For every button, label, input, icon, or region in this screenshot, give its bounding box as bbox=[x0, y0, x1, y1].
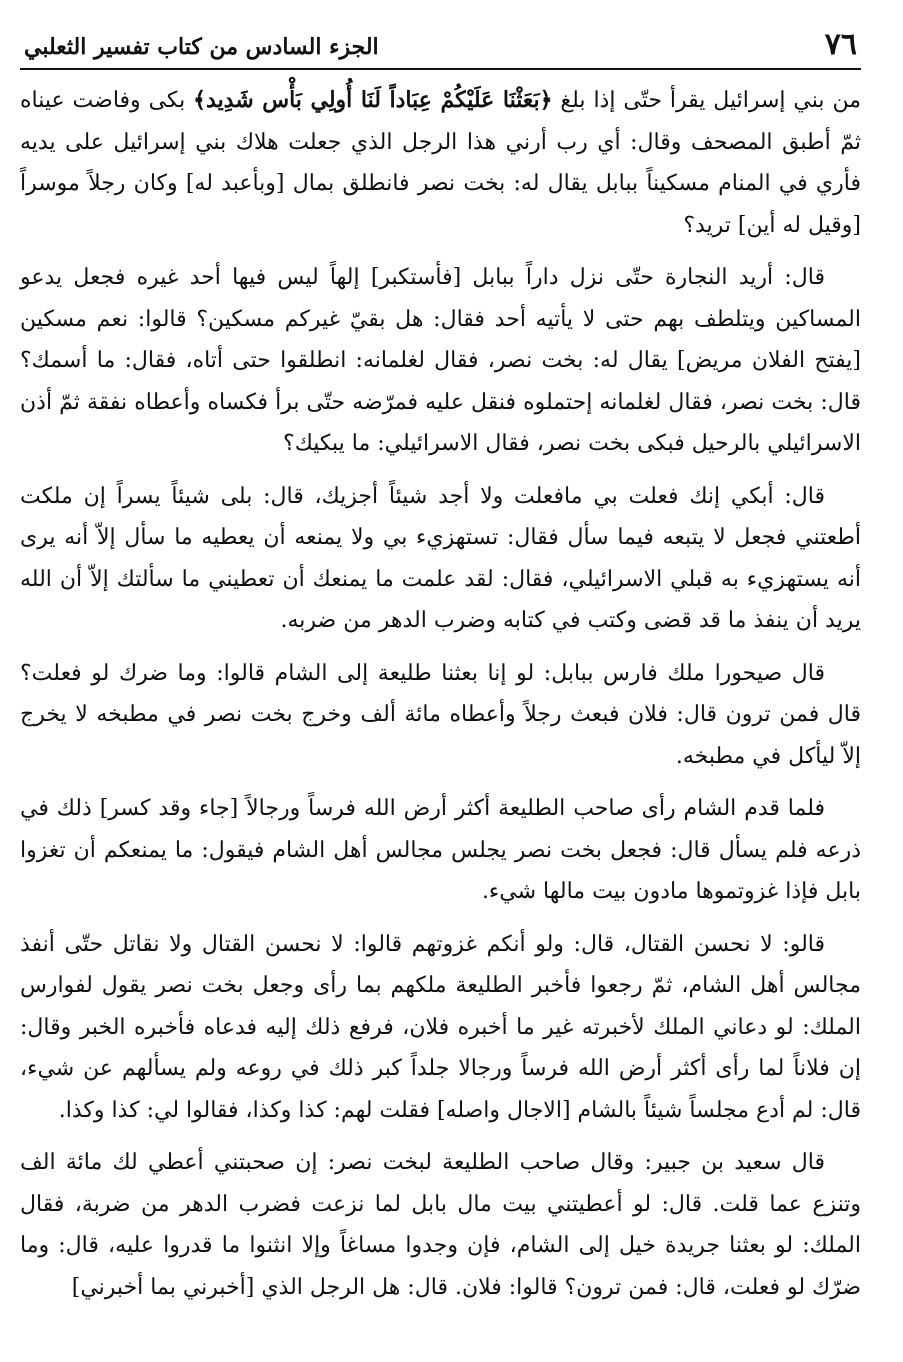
paragraph: قال صيحورا ملك فارس ببابل: لو إنا بعثنا طليعة إلى الشام قالوا: وما ضرك لو فعلت؟ قال فمن ترون قال: فلان فبعث رجلاً وأعطاه مائة ألف وخرج بخت نصر في مطبخه لا يخرج إلاّ ليأكل في مطبخه. bbox=[20, 660, 861, 769]
page-header bbox=[20, 27, 861, 70]
page-number: ٧٦ bbox=[824, 27, 857, 62]
paragraph: قالو: لا نحسن القتال، قال: ولو أنكم غزوتهم قالوا: لا نحسن القتال ولا نقاتل حتّى أنفذ مجالس أهل الشام، ثمّ رجعوا فأخبر الطليعة ملكهم بما رأى وجعل بخت نصر يقول لفوارس الملك: لو دعاني الملك لأخبرته غير ما أخبره فلان، فرفع ذلك إليه فدعاه فأخبره الخبر وقال: إن فلاناً لما رأى أكثر أرض الله فرساً ورجالا جلداً كبر ذلك في روعه ولم يسألهم عن شيء، قال: لم أدع مجلساً شيئاً بالشام [الاجال واصله] فقلت لهم: كذا وكذا، فقالوا لي: كذا وكذا. bbox=[20, 931, 861, 1123]
paragraph: فلما قدم الشام رأى صاحب الطليعة أكثر أرض الله فرساً ورجالاً [جاء وقد كسر] ذلك في ذرعه فلم يسأل قال: فجعل بخت نصر يجلس مجالس أهل الشام فيقول: ما يمنعكم أن تغزوا بابل فإذا غزوتموها مادون بيت مالها شيء. bbox=[20, 796, 861, 904]
paragraph bbox=[20, 80, 861, 246]
paragraph: قال: أبكي إنك فعلت بي مافعلت ولا أجد شيئاً أجزيك، قال: بلى شيئاً يسراً إن ملكت أطعتني فجعل لا يتبعه فيما سأل فقال: تستهزيء بي ولا يمنعه أن يعطيه ما سأل إلاّ أنه يرى أنه يستهزيء به قبلي الاسرائيلي، فقال: لقد علمت ما يمنعك أن تعطيني ما سألتك إلاّ أن الله يريد أن ينفذ ما قد قضى وكتب في كتابه وضرب الدهر من ضربه. bbox=[20, 483, 861, 633]
paragraph: قال: أريد النجارة حتّى نزل داراً ببابل [فأستكبر] إلهاً ليس فيها أحد غيره فجعل يدعو المساكين ويتلطف بهم حتى لا يأتيه أحد فقال: هل بقيّ غيركم مسكين؟ قالوا: نعم مسكين [يفتح الفلان مريض] يقال له: بخت نصر، فقال لغلمانه: انطلقوا حتى أتاه، فقال: ما أسمك؟ قال: بخت نصر، فقال لغلمانه إحتملوه فنقل عليه فمرّضه حتّى برأ فكساه وأعطاه نفقة ثمّ أذن الاسرائيلي بالرحيل فبكى بخت نصر، فقال الاسرائيلي: ما يبكيك؟ bbox=[20, 265, 861, 456]
quran-verse: ﴿بَعَثْنَا عَلَيْكُمْ عِبَاداً لَنَا أُولِي بَأْس شَدِيد﴾ bbox=[193, 87, 553, 113]
paragraph-text: من بني إسرائيل يقرأ حتّى إذا بلغ bbox=[552, 88, 861, 113]
paragraph: قال سعيد بن جبير: وقال صاحب الطليعة لبخت نصر: إن صحبتني أعطي لك مائة الف وتنزع عما قلت. قال: لو أعطيتني بيت مال بابل لما نزعت فضرب الدهر من ضربة، فقال الملك: لو بعثنا جريدة خيل إلى الشام، فإن وجدوا مساغاً وإلا انثنوا ما قدروا عليه، قال: وما ضرّك لو فعلت، قال: فمن ترون؟ قالوا: فلان. قال: هل الرجل الذي [أخبرني بما أخبرني] bbox=[20, 1150, 861, 1300]
body-text bbox=[20, 80, 861, 1308]
paragraph-text: بكى وفاضت عيناه ثمّ أطبق المصحف وقال: أي رب أرني هذا الرجل الذي جعلت هلاك بني إسرائيل على يديه فأري في المنام مسكيناً ببابل يقال له: بخت نصر فانطلق بمال [وبأعبد له] وكان رجلاً موسراً [وقيل له أين] تريد؟ bbox=[20, 88, 861, 238]
running-title: الجزء السادس من كتاب تفسير الثعلبي bbox=[24, 34, 379, 60]
